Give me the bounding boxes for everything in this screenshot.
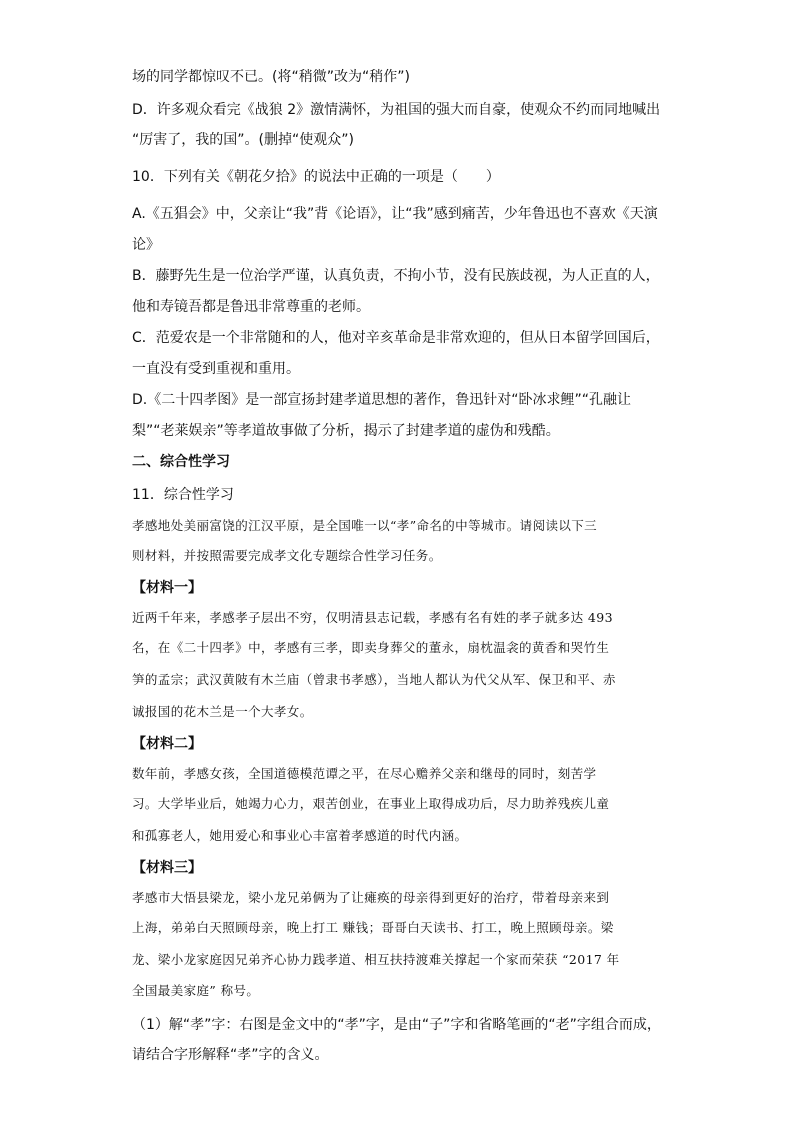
material-line: 龙、梁小龙家庭因兄弟齐心协力践孝道、相互扶持渡难关撑起一个家而荣获 “2017 年 — [132, 952, 620, 967]
q9-option-d-continued: “厉害了，我的国”。(删掉“使观众”) — [132, 132, 354, 148]
q10-option-d: D.《二十四孝图》是一部宣扬封建孝道思想的著作，鲁迅针对“卧冰求鲤”“孔融让 — [132, 392, 631, 408]
material-line: 诚报国的花木兰是一个大孝女。 — [132, 704, 313, 719]
task-1-line: （1）解“孝”字：右图是金文中的“孝”字，是由“子”字和省略笔画的“老”字组合而成， — [132, 1017, 661, 1033]
material-line: 笋的孟宗；武汉黄陂有木兰庙（曾隶书孝感），当地人都认为代父从军、保卫和平、赤 — [132, 672, 616, 687]
material-line: 全国最美家庭” 称号。 — [132, 983, 260, 998]
material-line: 数年前，孝感女孩，全国道德模范谭之平，在尽心赡养父亲和继母的同时，刻苦学 — [132, 766, 597, 781]
q10-option-a: A.《五猖会》中，父亲让“我”背《论语》，让“我”感到痛苦，少年鲁迅也不喜欢《天演 — [132, 206, 658, 222]
material-label: 【材料一】 — [132, 580, 202, 596]
material-line: 孝感市大悟县梁龙，梁小龙兄弟俩为了让瘫痪的母亲得到更好的治疗，带着母亲来到 — [132, 890, 610, 905]
task-1-line: 请结合字形解释“孝”字的含义。 — [132, 1047, 329, 1063]
material-line: 近两千年来，孝感孝子层出不穷，仅明清县志记载，孝感有名有姓的孝子就多达 493 — [132, 610, 613, 625]
material-line: 和孤寡老人，她用爱心和事业心丰富着孝感道的时代内涵。 — [132, 828, 468, 843]
q10-option-c-continued: 一直没有受到重视和重用。 — [132, 361, 300, 377]
material-line: 习。大学毕业后，她竭力心力，艰苦创业，在事业上取得成功后，尽力助养残疾儿童 — [132, 796, 610, 811]
intro-line: 孝感地处美丽富饶的江汉平原，是全国唯一以“孝”命名的中等城市。请阅读以下三 — [132, 518, 598, 533]
material-label: 【材料二】 — [132, 736, 202, 752]
section-heading: 二、综合性学习 — [132, 454, 230, 470]
q11-title: 11．综合性学习 — [132, 487, 234, 503]
q10-stem: 10．下列有关《朝花夕拾》的说法中正确的一项是（ ） — [132, 169, 500, 185]
intro-line: 则材料，并按照需要完成孝文化专题综合性学习任务。 — [132, 548, 442, 563]
q9-text-line: 场的同学都惊叹不已。(将“稍微”改为“稍作”) — [132, 69, 410, 85]
q10-option-b: B．藤野先生是一位治学严谨，认真负责，不拘小节，没有民族歧视，为人正直的人， — [132, 268, 660, 284]
q10-option-b-continued: 他和寿镜吾都是鲁迅非常尊重的老师。 — [132, 299, 370, 315]
q10-option-d-continued: 梨”“老莱娱亲”等孝道故事做了分析，揭示了封建孝道的虚伪和残酷。 — [132, 423, 560, 439]
q10-option-a-continued: 论》 — [132, 237, 160, 253]
q10-option-c: C．范爱农是一个非常随和的人，他对辛亥革命是非常欢迎的，但从日本留学回国后， — [132, 330, 660, 346]
q9-option-d: D．许多观众看完《战狼 2》激情满怀，为祖国的强大而自豪，使观众不约而同地喊出 — [132, 102, 661, 118]
material-line: 上海，弟弟白天照顾母亲，晚上打工 赚钱；哥哥白天读书、打工，晚上照顾母亲。梁 — [132, 920, 614, 935]
material-label: 【材料三】 — [132, 860, 202, 876]
material-line: 名，在《二十四孝》中，孝感有三孝，即卖身葬父的董永，扇枕温衾的黄香和哭竹生 — [132, 640, 610, 655]
